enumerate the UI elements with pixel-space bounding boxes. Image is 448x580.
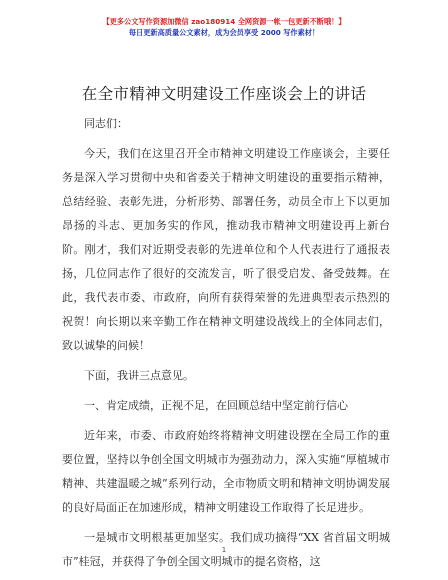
promo-banner bbox=[0, 16, 448, 38]
paragraph-point-1: 一是城市文明根基更加坚实。我们成功摘得“XX 省首届文明城市”桂冠，并获得了争创全国文明城市的提名资格，这 bbox=[62, 531, 390, 568]
document-title: 在全市精神文明建设工作座谈会上的讲话 bbox=[81, 85, 367, 103]
paragraph-intro: 今天，我们在这里召开全市精神文明建设工作座谈会，主要任务是深入学习贯彻中央和省委关于精神文明建设的重要指示精神，总结经验、表彰先进，分析形势、部署任务，动员全市上下以更加昂扬的斗志、更加务实的作风，推动我市精神文明建设再上新台阶。刚才，我们对近期受表彰的先进单位和个人代表进行了通报表扬，几位同志作了很好的交流发言，听了很受启发、备受鼓舞。在此，我代表市委、市政府，向所有获得荣誉的先进典型表示热烈的祝贺！向长期以来辛勤工作在精神文明建设战线上的全体同志们，致以诚挚的问候！ bbox=[62, 147, 390, 352]
promo-banner-line-2: 每日更新高质量公文素材，成为会员享受 2000 写作素材！ bbox=[128, 28, 320, 37]
salutation: 同志们： bbox=[84, 117, 128, 130]
promo-banner-line-1: 【更多公文写作资源加微信 zao180914 全网资源一帐一包更新不断哦！】 bbox=[102, 17, 346, 26]
paragraph-transition: 下面，我讲三点意见。 bbox=[84, 369, 194, 382]
document-body bbox=[62, 112, 390, 574]
paragraph-achievements: 近年来，市委、市政府始终将精神文明建设摆在全局工作的重要位置，坚持以争创全国文明城市为强劲动力，深入实施“厚植城市精神、共建温暖之城”系列行动，全市物质文明和精神文明协调发展的良好局面正在加速形成，精神文明建设工作取得了长足进步。 bbox=[62, 429, 390, 514]
page-number: 1 bbox=[221, 546, 227, 554]
section-heading-1: 一、肯定成绩，正视不足，在回顾总结中坚定前行信心 bbox=[84, 399, 348, 412]
